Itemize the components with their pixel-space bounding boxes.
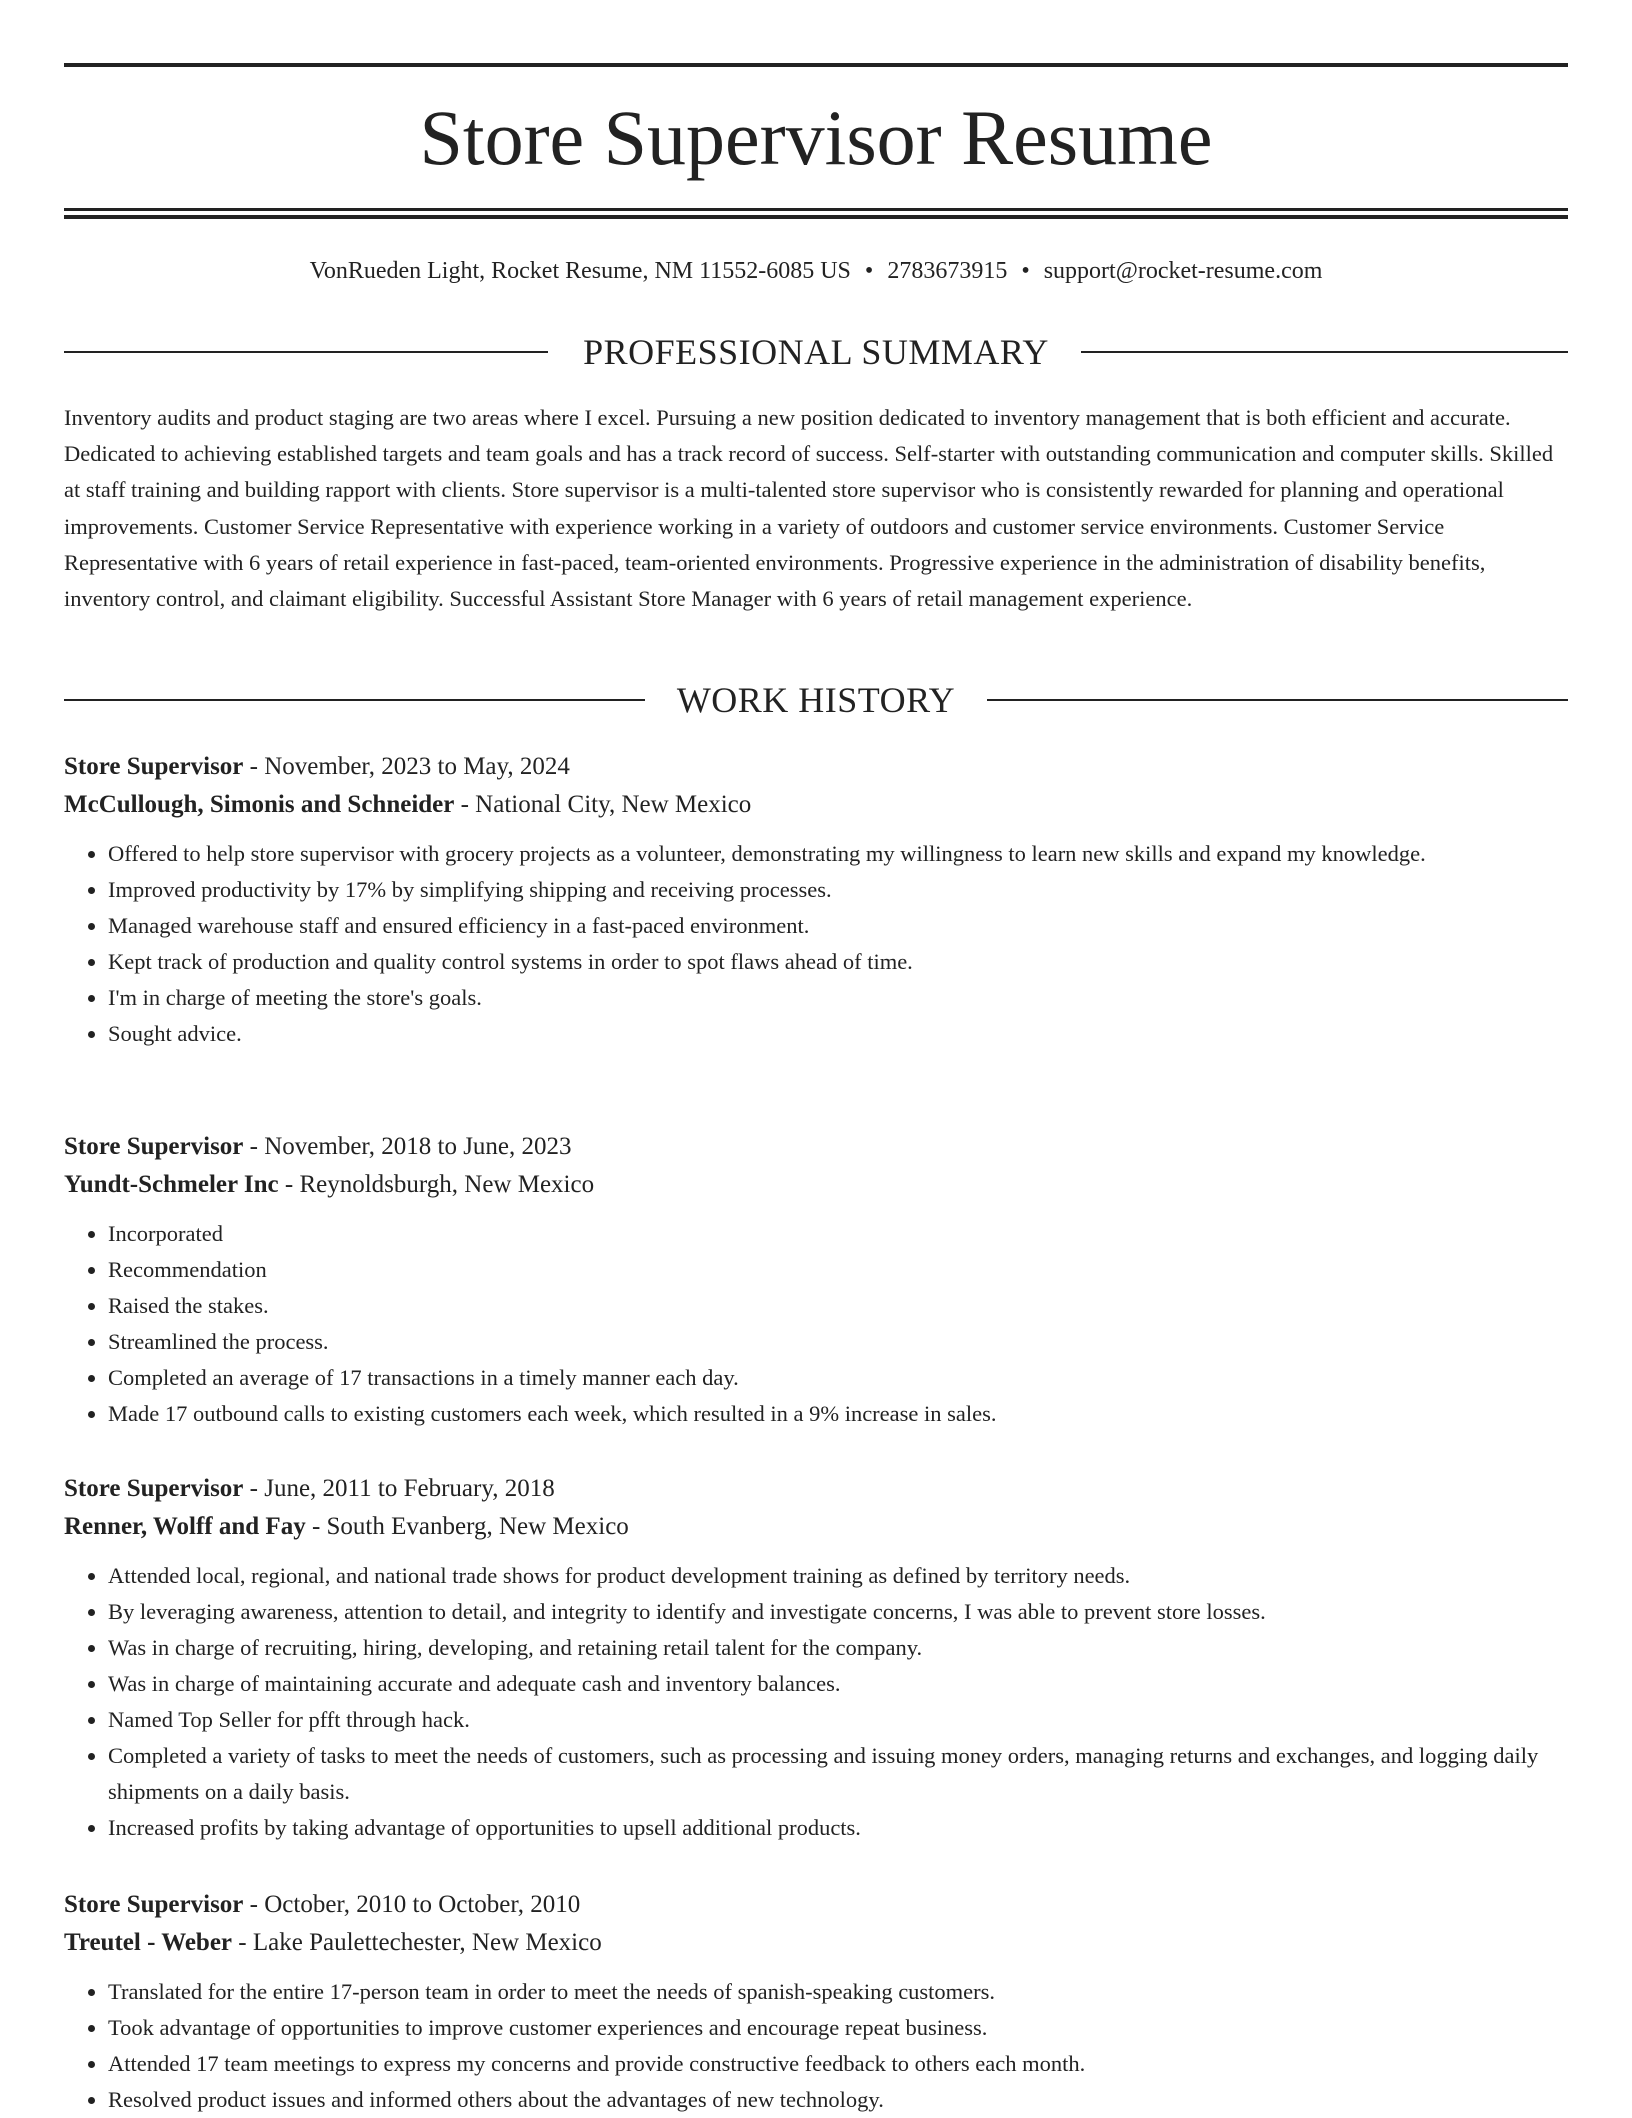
job-dates: - November, 2018 to June, 2023 [243, 1133, 572, 1160]
section-heading-summary [64, 330, 1568, 374]
job-bullet: • Completed a variety of tasks to meet the needs of customers, such as processing and issuing money orders, managing returns and exchanges, and logging daily shipments on a daily basis. [108, 1738, 1568, 1810]
job-bullet: • Incorporated [108, 1216, 1568, 1252]
summary-heading: PROFESSIONAL SUMMARY [551, 332, 1081, 372]
title-rule-upper [64, 208, 1568, 211]
job-bullets [64, 836, 1568, 1052]
contact-phone: 2783673915 [887, 258, 1008, 284]
contact-separator: • [864, 258, 874, 284]
professional-summary: Inventory audits and product staging are two areas where I excel. Pursuing a new position dedicated to inventory management that is both efficient and accurate. Dedicated to achieving established targets and team goals and has a track record of success. Self-starter with outstanding communication and computer skills. Skilled at staff training and building rapport with clients. Store supervisor is a multi-talented store supervisor who is consistently rewarded for planning and operational improvements. Customer Service Representative with experience working in a variety of outdoors and customer service environments. Customer Service Representative with 6 years of retail experience in fast-paced, team-oriented environments. Progressive experience in the administration of disability benefits, inventory control, and claimant eligibility. Successful Assistant Store Manager with 6 years of retail management experience. [64, 405, 1554, 612]
contact-email: support@rocket-resume.com [1043, 258, 1323, 284]
job-dates: - November, 2023 to May, 2024 [243, 753, 570, 780]
job-company: McCullough, Simonis and Schneider [64, 791, 455, 818]
job-company: Renner, Wolff and Fay [64, 1513, 306, 1540]
work-heading: WORK HISTORY [645, 680, 987, 720]
job-bullet: • Managed warehouse staff and ensured efficiency in a fast-paced environment. [108, 908, 1568, 944]
job-entry [64, 1470, 1568, 1846]
job-bullet: • Improved productivity by 17% by simplifying shipping and receiving processes. [108, 872, 1568, 908]
contact-separator: • [1021, 258, 1030, 284]
job-bullets [64, 1974, 1568, 2118]
job-dates: - October, 2010 to October, 2010 [243, 1891, 581, 1918]
job-company: Yundt-Schmeler Inc [64, 1171, 279, 1198]
job-role: Store Supervisor [64, 1133, 244, 1160]
job-bullet: • Attended local, regional, and national trade shows for product development training as defined by territory needs. [108, 1558, 1568, 1594]
job-bullet: • Increased profits by taking advantage of opportunities to upsell additional products. [108, 1810, 1568, 1846]
job-company-line [64, 1924, 1568, 1962]
job-entry [64, 1886, 1568, 2118]
job-title-line [64, 1886, 1568, 1924]
job-bullet: • Kept track of production and quality control systems in order to spot flaws ahead of time. [108, 944, 1568, 980]
job-entry [64, 748, 1568, 1052]
job-bullet: • I'm in charge of meeting the store's goals. [108, 980, 1568, 1016]
job-bullet: • Was in charge of maintaining accurate and adequate cash and inventory balances. [108, 1666, 1568, 1702]
job-dates: - June, 2011 to February, 2018 [243, 1475, 555, 1502]
top-rule [64, 63, 1568, 67]
job-company-line [64, 786, 1568, 824]
job-location: - Lake Paulettechester, New Mexico [232, 1929, 602, 1956]
job-bullets [64, 1216, 1568, 1432]
job-location: - Reynoldsburgh, New Mexico [278, 1171, 595, 1198]
job-bullet: • Resolved product issues and informed others about the advantages of new technology. [108, 2082, 1568, 2118]
job-bullets [64, 1558, 1568, 1846]
job-bullet: • Attended 17 team meetings to express my concerns and provide constructive feedback to others each month. [108, 2046, 1568, 2082]
job-bullet: • Named Top Seller for pfft through hack. [108, 1702, 1568, 1738]
job-title-line [64, 1470, 1568, 1508]
job-bullet: • Made 17 outbound calls to existing customers each week, which resulted in a 9% increase in sales. [108, 1396, 1568, 1432]
job-location: - National City, New Mexico [454, 791, 752, 818]
contact-line [64, 255, 1568, 287]
job-bullet: • Offered to help store supervisor with grocery projects as a volunteer, demonstrating my willingness to learn new skills and expand my knowledge. [108, 836, 1568, 872]
job-bullet: • Translated for the entire 17-person team in order to meet the needs of spanish-speaking customers. [108, 1974, 1568, 2010]
section-heading-work [64, 678, 1568, 722]
job-title-line [64, 748, 1568, 786]
resume-title: Store Supervisor Resume [419, 94, 1213, 181]
job-bullet: • Sought advice. [108, 1016, 1568, 1052]
job-company-line [64, 1166, 1568, 1204]
job-bullet: • Completed an average of 17 transactions in a timely manner each day. [108, 1360, 1568, 1396]
contact-address: VonRueden Light, Rocket Resume, NM 11552-6085 US [309, 258, 851, 284]
job-bullet: • Raised the stakes. [108, 1288, 1568, 1324]
job-company: Treutel - Weber [64, 1929, 233, 1956]
job-title-line [64, 1128, 1568, 1166]
job-bullet: • By leveraging awareness, attention to detail, and integrity to identify and investigate concerns, I was able to prevent store losses. [108, 1594, 1568, 1630]
job-role: Store Supervisor [64, 1475, 244, 1502]
job-company-line [64, 1508, 1568, 1546]
job-bullet: • Took advantage of opportunities to improve customer experiences and encourage repeat business. [108, 2010, 1568, 2046]
job-role: Store Supervisor [64, 1891, 244, 1918]
job-role: Store Supervisor [64, 753, 244, 780]
job-entry [64, 1128, 1568, 1432]
job-location: - South Evanberg, New Mexico [305, 1513, 629, 1540]
title-rule-lower [64, 215, 1568, 219]
job-bullet: • Streamlined the process. [108, 1324, 1568, 1360]
job-bullet: • Was in charge of recruiting, hiring, developing, and retaining retail talent for the company. [108, 1630, 1568, 1666]
job-bullet: • Recommendation [108, 1252, 1568, 1288]
